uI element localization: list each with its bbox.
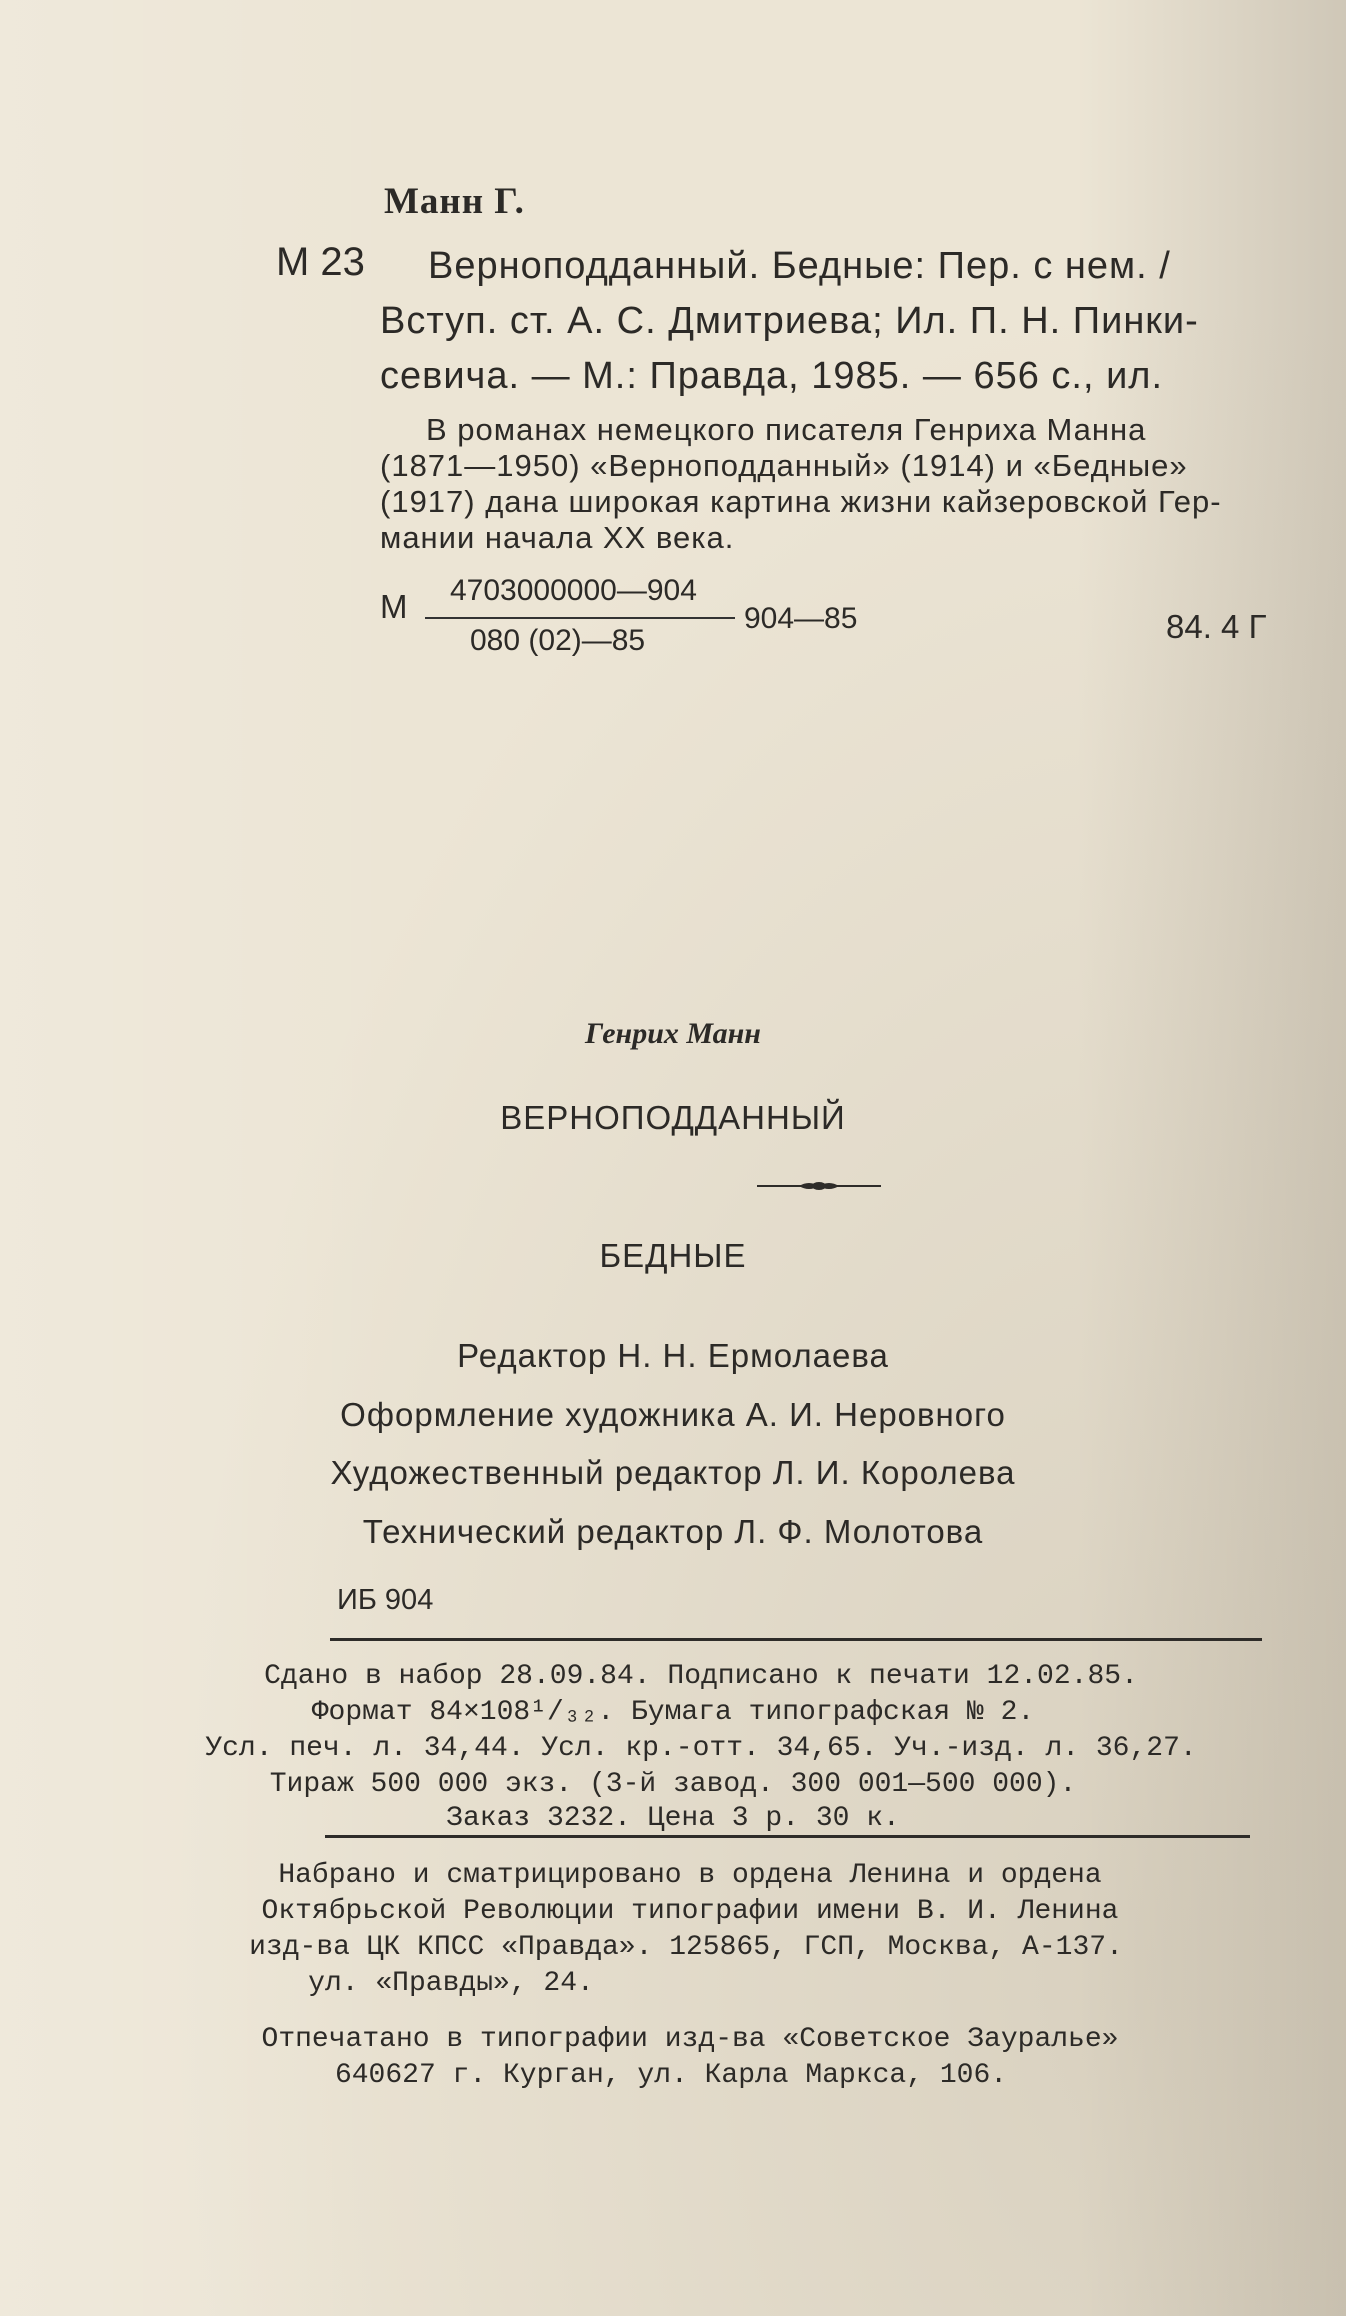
divider-rule xyxy=(325,1835,1250,1838)
title-author: Генрих Манн xyxy=(585,1017,761,1050)
imprint-line: Тираж 500 000 экз. (3-й завод. 300 001—500 000). xyxy=(269,1769,1077,1800)
card-code-suffix: 904—85 xyxy=(744,602,858,635)
card-author: Манн Г. xyxy=(384,181,525,222)
imprint-line: Формат 84×108¹/₃₂. Бумага типографская № 2. xyxy=(311,1697,1035,1728)
credit-line: Художественный редактор Л. И. Королева xyxy=(330,1454,1016,1491)
card-annotation-line: (1917) дана широкая картина жизни кайзеровской Гер- xyxy=(380,484,1222,519)
ornament-divider-icon xyxy=(757,1178,881,1199)
printing-line: Октябрьской Революции типографии имени В. И. Ленина xyxy=(261,1896,1119,1927)
imprint-line: Усл. печ. л. 34,44. Усл. кр.-отт. 34,65. Уч.-изд. л. 36,27. xyxy=(205,1733,1197,1764)
title-second: БЕДНЫЕ xyxy=(599,1237,747,1274)
card-shelfmark: М 23 xyxy=(276,240,365,284)
divider-rule xyxy=(330,1638,1262,1641)
credit-line: Редактор Н. Н. Ермолаева xyxy=(457,1337,889,1374)
card-code-fraction-bar xyxy=(425,617,735,619)
printing-line: Набрано и сматрицировано в ордена Ленина и ордена xyxy=(278,1860,1102,1891)
printing-line: Отпечатано в типографии изд-ва «Советское Зауралье» xyxy=(261,2024,1119,2055)
credit-line: Оформление художника А. И. Неровного xyxy=(340,1396,1006,1433)
card-code-numerator: 4703000000—904 xyxy=(450,574,697,607)
card-classification: 84. 4 Г xyxy=(1166,608,1267,645)
title-main: ВЕРНОПОДДАННЫЙ xyxy=(500,1099,846,1136)
credit-line: Технический редактор Л. Ф. Молотова xyxy=(362,1513,984,1550)
card-annotation-line: мании начала XX века. xyxy=(380,520,735,555)
printing-line: ул. «Правды», 24. xyxy=(308,1968,594,1999)
card-code-denominator: 080 (02)—85 xyxy=(470,624,646,657)
card-bib-line: севича. — М.: Правда, 1985. — 656 с., ил. xyxy=(380,355,1164,397)
imprint-line: Сдано в набор 28.09.84. Подписано к печати 12.02.85. xyxy=(264,1661,1138,1692)
card-annotation-line: (1871—1950) «Верноподданный» (1914) и «Бедные» xyxy=(380,448,1188,483)
card-bib-line: Верноподданный. Бедные: Пер. с нем. / xyxy=(428,245,1171,287)
card-code-prefix: М xyxy=(380,588,408,625)
printing-line: 640627 г. Курган, ул. Карла Маркса, 106. xyxy=(334,2060,1008,2091)
imprint-line: Заказ 3232. Цена 3 р. 30 к. xyxy=(446,1803,900,1834)
card-bib-line: Вступ. ст. А. С. Дмитриева; Ил. П. Н. Пинки- xyxy=(380,300,1199,342)
printing-line: изд-ва ЦК КПСС «Правда». 125865, ГСП, Москва, А-137. xyxy=(249,1932,1123,1963)
card-annotation-line: В романах немецкого писателя Генриха Манна xyxy=(426,412,1147,447)
ib-number: ИБ 904 xyxy=(337,1584,434,1616)
